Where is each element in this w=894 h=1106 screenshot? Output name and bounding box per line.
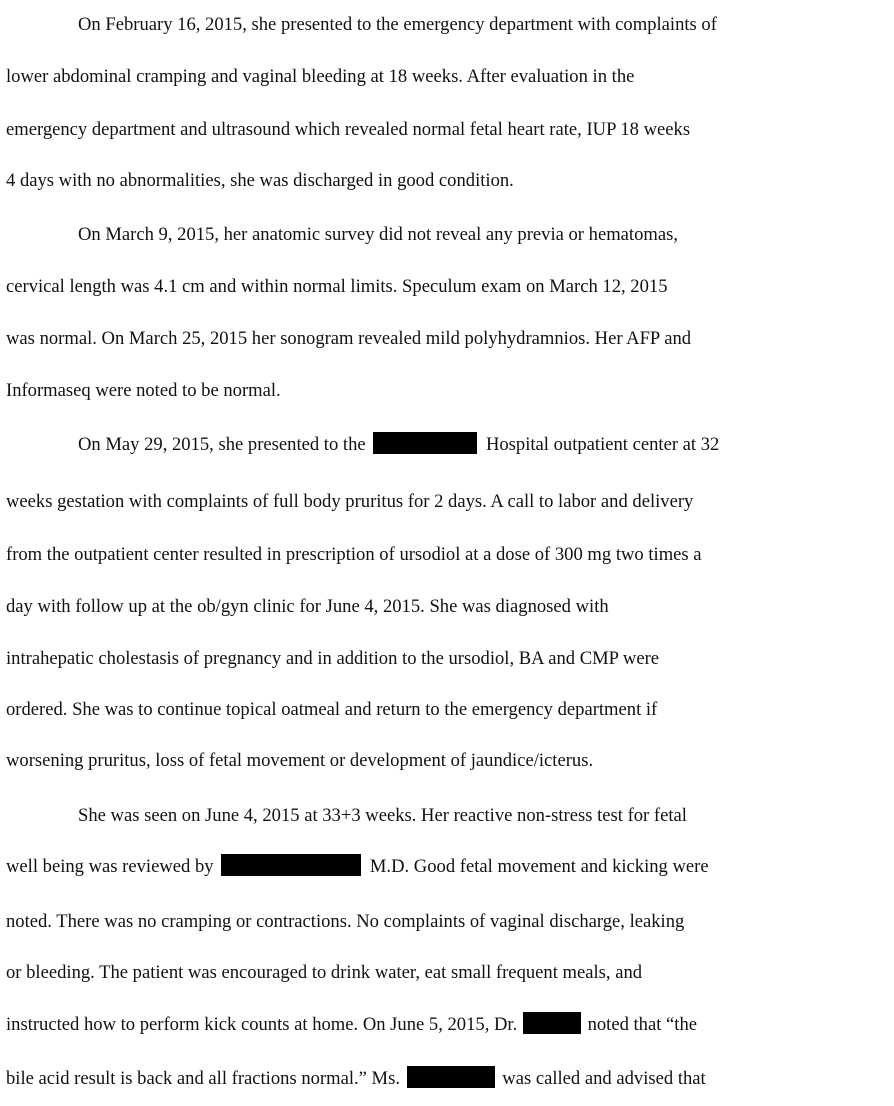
text-line: weeks gestation with complaints of full body pruritus for 2 days. A call to labor and delivery bbox=[6, 491, 694, 512]
text-line: She was seen on June 4, 2015 at 33+3 weeks. Her reactive non-stress test for fetal bbox=[78, 805, 687, 826]
text-segment: noted that “the bbox=[587, 1014, 698, 1035]
text-line: ordered. She was to continue topical oatmeal and return to the emergency department if bbox=[6, 699, 658, 720]
text-line: intrahepatic cholestasis of pregnancy and in addition to the ursodiol, BA and CMP were bbox=[6, 648, 660, 669]
text-line bbox=[78, 432, 719, 458]
redaction-block bbox=[373, 432, 477, 454]
text-segment: well being was reviewed by bbox=[6, 856, 214, 877]
text-line: from the outpatient center resulted in prescription of ursodiol at a dose of 300 mg two times a bbox=[6, 544, 702, 565]
text-line bbox=[6, 1012, 697, 1038]
text-segment: Hospital outpatient center at 32 bbox=[485, 434, 720, 455]
text-line bbox=[6, 854, 709, 880]
redaction-block bbox=[407, 1066, 495, 1088]
redaction-block bbox=[523, 1012, 581, 1034]
text-line: noted. There was no cramping or contractions. No complaints of vaginal discharge, leaking bbox=[6, 911, 685, 932]
text-line: was normal. On March 25, 2015 her sonogram revealed mild polyhydramnios. Her AFP and bbox=[6, 328, 692, 349]
text-line: lower abdominal cramping and vaginal bleeding at 18 weeks. After evaluation in the bbox=[6, 66, 635, 87]
text-line: On February 16, 2015, she presented to the emergency department with complaints of bbox=[78, 14, 717, 35]
text-line: On March 9, 2015, her anatomic survey did not reveal any previa or hematomas, bbox=[78, 224, 678, 245]
text-segment: bile acid result is back and all fractions normal.” Ms. bbox=[6, 1068, 400, 1089]
text-line: day with follow up at the ob/gyn clinic for June 4, 2015. She was diagnosed with bbox=[6, 596, 609, 617]
text-segment: was called and advised that bbox=[502, 1068, 706, 1089]
text-segment: M.D. Good fetal movement and kicking were bbox=[369, 856, 709, 877]
text-line: or bleeding. The patient was encouraged to drink water, eat small frequent meals, and bbox=[6, 962, 643, 983]
text-line: 4 days with no abnormalities, she was discharged in good condition. bbox=[6, 170, 514, 191]
text-segment: instructed how to perform kick counts at home. On June 5, 2015, Dr. bbox=[6, 1014, 518, 1035]
text-segment: On May 29, 2015, she presented to the bbox=[78, 434, 366, 455]
text-line: emergency department and ultrasound which revealed normal fetal heart rate, IUP 18 weeks bbox=[6, 119, 691, 140]
text-line: worsening pruritus, loss of fetal movement or development of jaundice/icterus. bbox=[6, 750, 594, 771]
text-line: cervical length was 4.1 cm and within normal limits. Speculum exam on March 12, 2015 bbox=[6, 276, 668, 297]
text-line bbox=[6, 1066, 706, 1092]
redaction-block bbox=[221, 854, 361, 876]
text-line: Informaseq were noted to be normal. bbox=[6, 380, 281, 401]
